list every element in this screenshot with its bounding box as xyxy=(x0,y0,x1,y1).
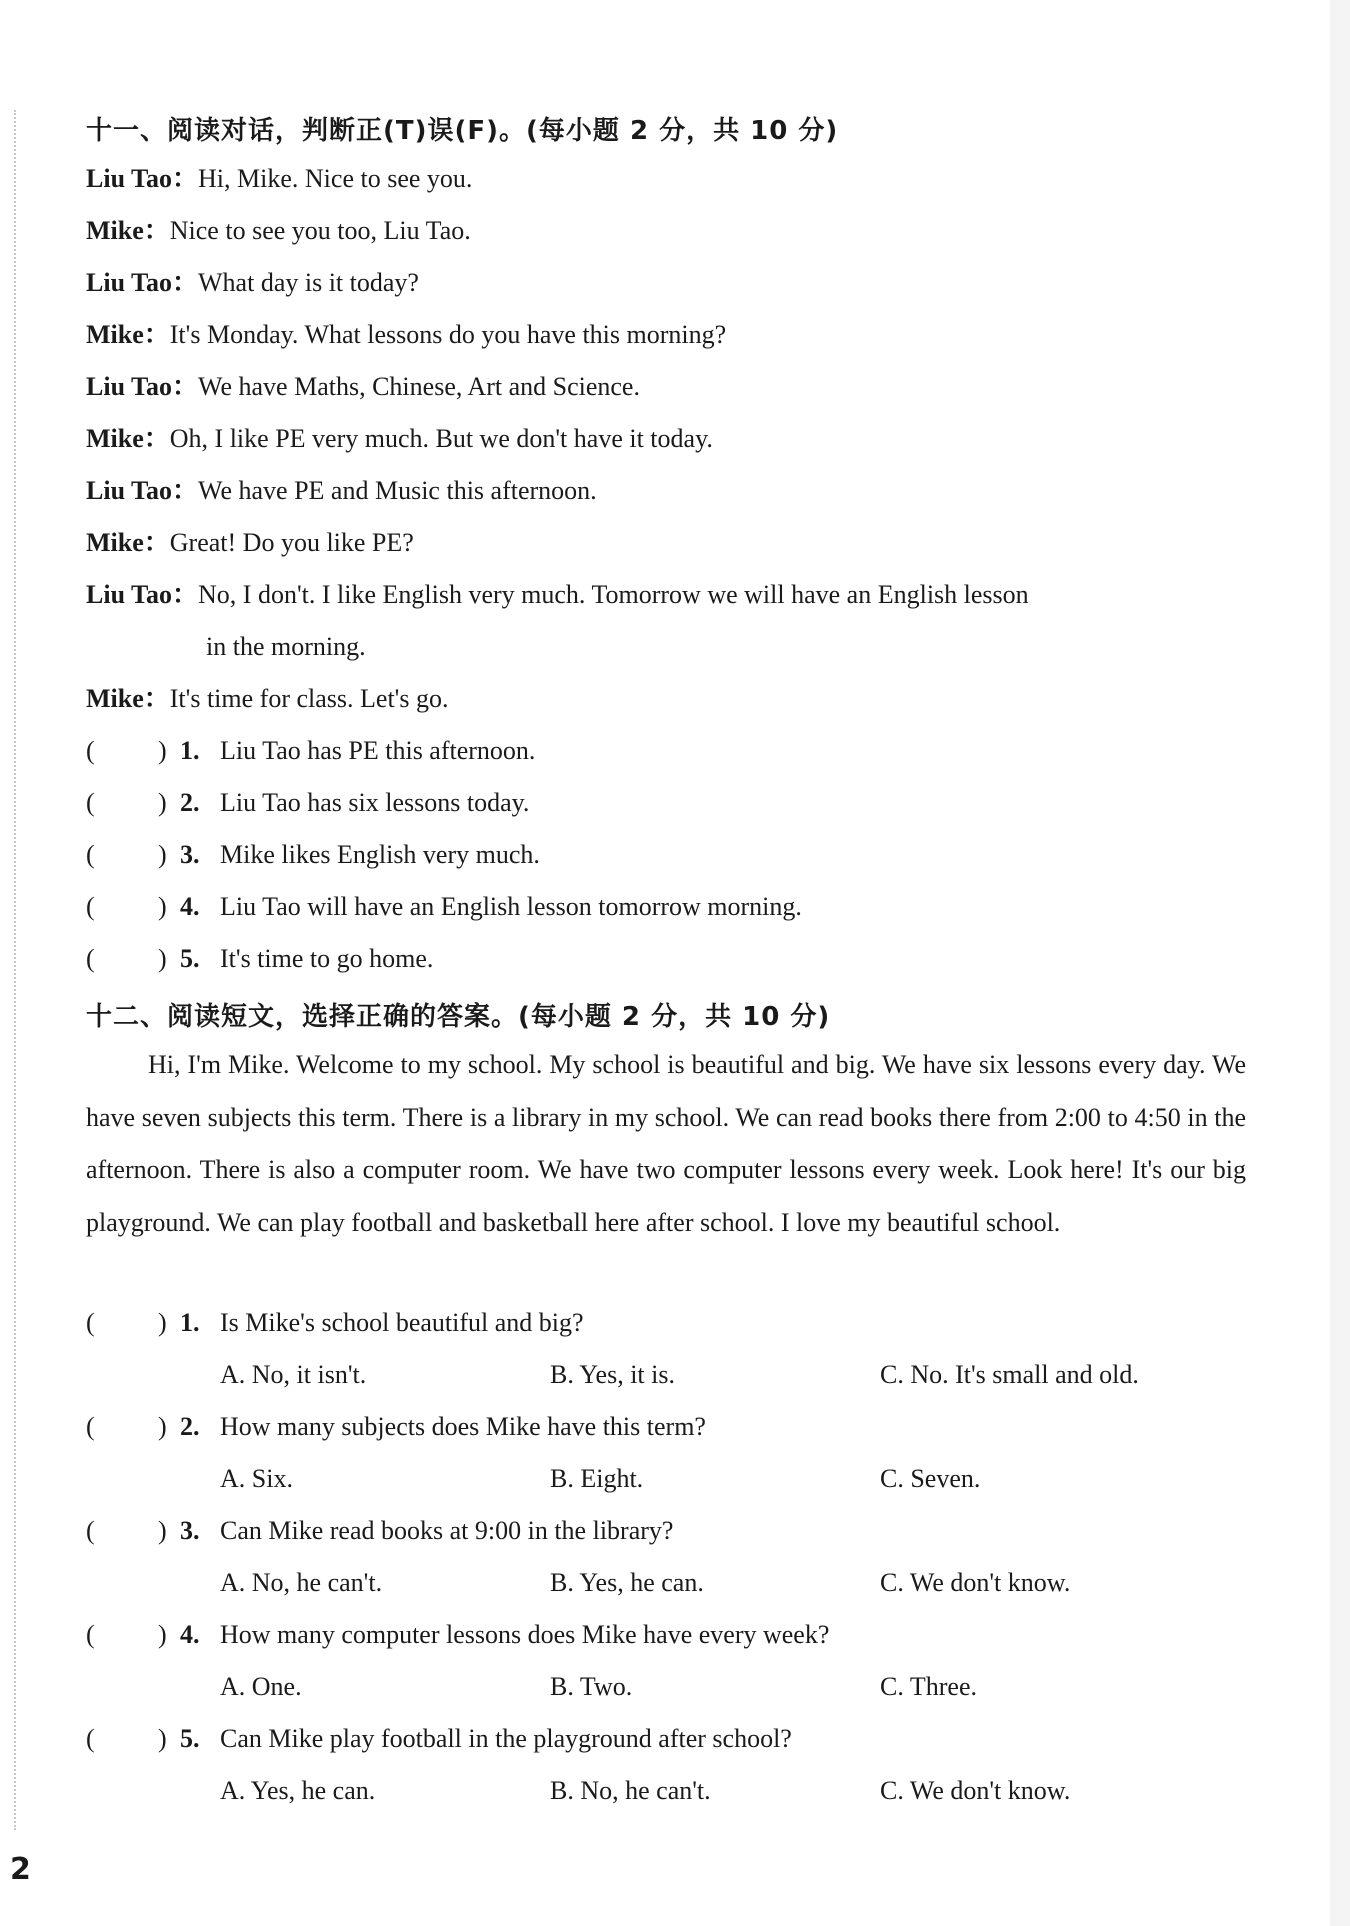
answer-blank-close: ) xyxy=(158,1308,167,1337)
question-number: 1. xyxy=(180,736,200,765)
answer-blank-close: ) xyxy=(158,1724,167,1753)
reading-passage: Hi, I'm Mike. Welcome to my school. My school is beautiful and big. We have six lessons every day. We have seven subjects this term. There is a library in my school. We can read books there from 2:00 to 4:50 in the afternoon. There is also a computer room. We have two computer lessons every week. Look here! It's our big playground. We can play football and basketball here after school. I love my beautiful school. xyxy=(86,1050,1246,1237)
option-a: A. Six. xyxy=(220,1464,293,1493)
answer-blank-close: ) xyxy=(158,1516,167,1545)
dialogue-text: It's time for class. Let's go. xyxy=(169,684,449,713)
option-c: C. No. It's small and old. xyxy=(880,1360,1139,1389)
question-text: Liu Tao has six lessons today. xyxy=(220,788,530,817)
dialogue-line xyxy=(86,214,471,248)
speaker-name: Liu Tao： xyxy=(86,164,199,193)
dialogue-line xyxy=(86,422,713,456)
question-text: Can Mike play football in the playground after school? xyxy=(220,1724,792,1753)
answer-blank-close: ) xyxy=(158,736,167,765)
dialogue-continuation: in the morning. xyxy=(206,632,366,661)
binding-margin-line xyxy=(14,110,16,1830)
question-number: 3. xyxy=(180,840,200,869)
dialogue-line xyxy=(86,682,448,716)
speaker-name: Liu Tao： xyxy=(86,580,199,609)
section-11-heading: 十一、阅读对话，判断正(T)误(F)。(每小题 2 分，共 10 分) xyxy=(86,116,839,146)
option-a: A. Yes, he can. xyxy=(220,1776,376,1805)
dialogue-text: What day is it today? xyxy=(198,268,419,297)
question-text: Liu Tao will have an English lesson tomorrow morning. xyxy=(220,892,802,921)
section-12-heading: 十二、阅读短文，选择正确的答案。(每小题 2 分，共 10 分) xyxy=(86,1002,831,1032)
answer-blank-open[interactable]: ( xyxy=(86,840,95,869)
question-text: It's time to go home. xyxy=(220,944,434,973)
option-b: B. No, he can't. xyxy=(550,1776,711,1805)
dialogue-text: We have PE and Music this afternoon. xyxy=(198,476,597,505)
dialogue-text: Great! Do you like PE? xyxy=(169,528,414,557)
question-number: 3. xyxy=(180,1516,200,1545)
option-b: B. Yes, he can. xyxy=(550,1568,704,1597)
dialogue-text: No, I don't. I like English very much. Tomorrow we will have an English lesson xyxy=(198,580,1029,609)
option-b: B. Two. xyxy=(550,1672,633,1701)
dialogue-line xyxy=(86,318,726,352)
question-number: 1. xyxy=(180,1308,200,1337)
speaker-name: Mike： xyxy=(86,320,170,349)
dialogue-line xyxy=(86,526,414,560)
answer-blank-close: ) xyxy=(158,1412,167,1441)
option-c: C. Three. xyxy=(880,1672,977,1701)
answer-blank-open[interactable]: ( xyxy=(86,1308,95,1337)
speaker-name: Mike： xyxy=(86,216,170,245)
option-c: C. We don't know. xyxy=(880,1568,1071,1597)
dialogue-text: Nice to see you too, Liu Tao. xyxy=(169,216,471,245)
speaker-name: Mike： xyxy=(86,424,170,453)
question-number: 4. xyxy=(180,892,200,921)
dialogue-line xyxy=(86,578,1029,612)
answer-blank-open[interactable]: ( xyxy=(86,892,95,921)
answer-blank-open[interactable]: ( xyxy=(86,1516,95,1545)
speaker-name: Mike： xyxy=(86,528,170,557)
option-a: A. One. xyxy=(220,1672,302,1701)
answer-blank-open[interactable]: ( xyxy=(86,1620,95,1649)
answer-blank-close: ) xyxy=(158,840,167,869)
question-text: Mike likes English very much. xyxy=(220,840,540,869)
dialogue-text: It's Monday. What lessons do you have this morning? xyxy=(169,320,727,349)
option-b: B. Yes, it is. xyxy=(550,1360,675,1389)
question-number: 2. xyxy=(180,1412,200,1441)
option-a: A. No, it isn't. xyxy=(220,1360,367,1389)
speaker-name: Liu Tao： xyxy=(86,476,199,505)
page-number: 2 xyxy=(10,1852,31,1887)
dialogue-line xyxy=(86,370,640,404)
dialogue-text: Oh, I like PE very much. But we don't have it today. xyxy=(169,424,713,453)
question-text: Is Mike's school beautiful and big? xyxy=(220,1308,584,1337)
answer-blank-close: ) xyxy=(158,944,167,973)
question-number: 2. xyxy=(180,788,200,817)
answer-blank-open[interactable]: ( xyxy=(86,944,95,973)
question-text: How many subjects does Mike have this term? xyxy=(220,1412,706,1441)
question-text: Liu Tao has PE this afternoon. xyxy=(220,736,536,765)
question-number: 5. xyxy=(180,1724,200,1753)
speaker-name: Mike： xyxy=(86,684,170,713)
answer-blank-close: ) xyxy=(158,788,167,817)
dialogue-text: We have Maths, Chinese, Art and Science. xyxy=(198,372,640,401)
option-b: B. Eight. xyxy=(550,1464,644,1493)
answer-blank-open[interactable]: ( xyxy=(86,736,95,765)
answer-blank-open[interactable]: ( xyxy=(86,788,95,817)
answer-blank-close: ) xyxy=(158,1620,167,1649)
option-a: A. No, he can't. xyxy=(220,1568,383,1597)
question-number: 4. xyxy=(180,1620,200,1649)
dialogue-line xyxy=(86,266,419,300)
answer-blank-open[interactable]: ( xyxy=(86,1412,95,1441)
question-text: Can Mike read books at 9:00 in the library? xyxy=(220,1516,674,1545)
dialogue-line xyxy=(86,474,597,508)
option-c: C. We don't know. xyxy=(880,1776,1071,1805)
question-number: 5. xyxy=(180,944,200,973)
answer-blank-open[interactable]: ( xyxy=(86,1724,95,1753)
option-c: C. Seven. xyxy=(880,1464,981,1493)
page-edge-shadow xyxy=(1330,0,1350,1926)
answer-blank-close: ) xyxy=(158,892,167,921)
speaker-name: Liu Tao： xyxy=(86,372,199,401)
question-text: How many computer lessons does Mike have every week? xyxy=(220,1620,830,1649)
dialogue-line xyxy=(86,162,472,196)
dialogue-text: Hi, Mike. Nice to see you. xyxy=(198,164,473,193)
speaker-name: Liu Tao： xyxy=(86,268,199,297)
